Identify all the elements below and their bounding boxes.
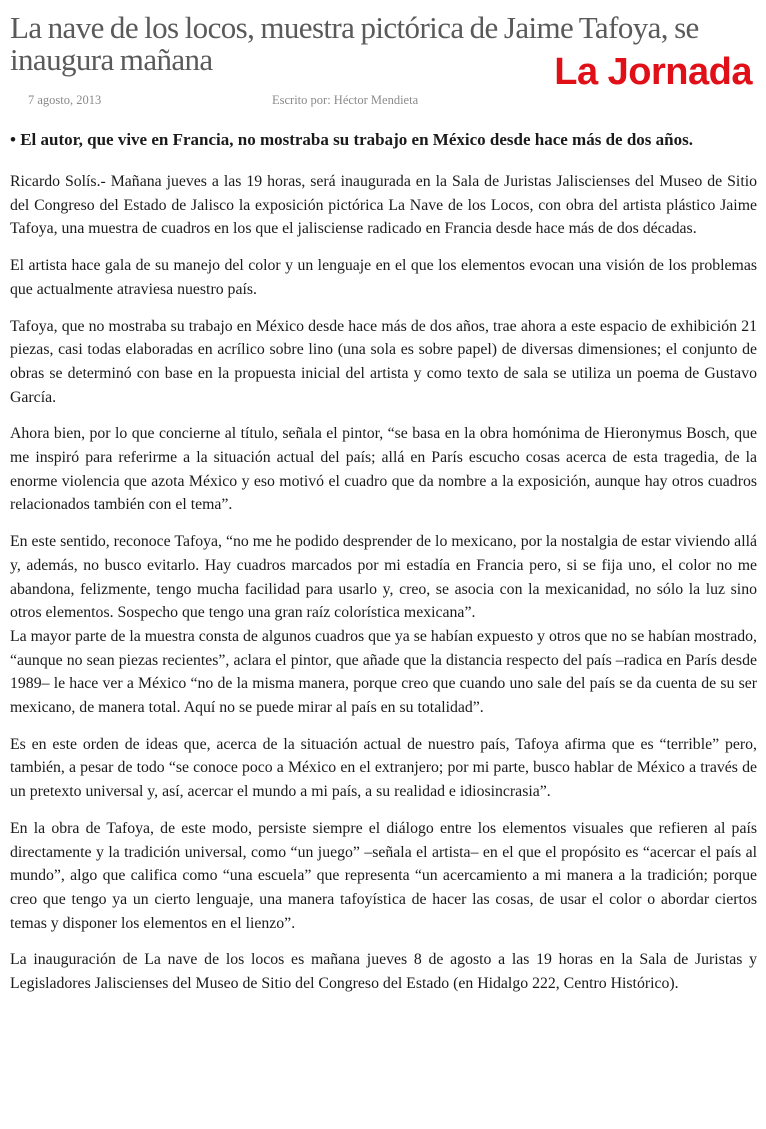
article-paragraph: Ricardo Solís.- Mañana jueves a las 19 horas, será inaugurada en la Sala de Juristas Jaliscienses del Museo de Sitio del Congreso del Estado de Jalisco la exposición pictórica La Nave de los Locos, con obra del artista plástico Jaime Tafoya, una muestra de cuadros en los que el jalisciense radicado en Francia desde hace más de dos décadas. xyxy=(10,173,757,238)
article-body xyxy=(10,128,757,1009)
article-paragraph: Tafoya, que no mostraba su trabajo en México desde hace más de dos años, trae ahora a este espacio de exhibición 21 piezas, casi todas elaboradas en acrílico sobre lino (una sola es sobre papel) de diversas dimensiones; el conjunto de obras se determinó con base en la propuesta inicial del artista y como texto de sala se utiliza un poema de Gustavo García. xyxy=(10,317,757,406)
article-title: La nave de los locos, muestra pictórica de Jaime Tafoya, se inaugura mañana xyxy=(10,10,699,77)
article-paragraph: Ahora bien, por lo que concierne al título, señala el pintor, “se basa en la obra homónima de Hieronymus Bosch, que me inspiró para referirme a la situación actual del país; allá en París escucho cosas acerca de esta tragedia, de la enorme violencia que azota México y eso motivó el cuadro que da nombre a la exposición, aunque hay otros cuadros relacionados también con el tema”. xyxy=(10,425,757,514)
article-summary: • El autor, que vive en Francia, no mostraba su trabajo en México desde hace más de dos años. xyxy=(10,130,693,149)
la-jornada-logo: La Jornada xyxy=(554,51,752,93)
article-paragraph: En este sentido, reconoce Tafoya, “no me he podido desprender de lo mexicano, por la nostalgia de estar viviendo allá y, además, no busco evitarlo. Hay cuadros marcados por mi estadía en Francia pero, si se fija uno, el color no me abandona, felizmente, tengo mucha facilidad para usarlo y, creo, se asocia con la mexicanidad, no sólo la luz sino otros elementos. Sospecho que tengo una gran raíz colorística mexicana”. xyxy=(10,533,757,622)
article-paragraph: Es en este orden de ideas que, acerca de la situación actual de nuestro país, Tafoya afirma que es “terrible” pero, también, a pesar de todo “se conoce poco a México en el extranjero; por mi parte, busco hablar de México a través de un pretexto universal y, así, acercar el mundo a mi país, a su realidad e idiosincrasia”. xyxy=(10,735,757,801)
article-paragraph: En la obra de Tafoya, de este modo, persiste siempre el diálogo entre los elementos visuales que refieren al país directamente y la tradición universal, como “un juego” –señala el artista– en el que el propósito es “acercar el país al mundo”, algo que califica como “una escuela” que representa “un acercamiento a mi manera a la tradición; porque creo que tengo ya un cierto lenguaje, una manera tafoyística de hacer las cosas, de usar el color o abordar ciertos temas y disponer los elementos en el lienzo”. xyxy=(10,819,757,932)
article-paragraph: La mayor parte de la muestra consta de algunos cuadros que ya se habían expuesto y otros que no se habían mostrado, “aunque no sean piezas recientes”, aclara el pintor, que añade que la distancia respecto del país –radica en París desde 1989– le hace ver a México “no de la misma manera, porque creo que cuando uno sale del país se da cuenta de su ser mexicano, de manera total. Aquí no se puede mirar al país en su totalidad”. xyxy=(10,627,757,717)
article-date: 7 agosto, 2013 xyxy=(28,93,102,107)
article-author: Escrito por: Héctor Mendieta xyxy=(272,93,419,107)
article-paragraph: El artista hace gala de su manejo del color y un lenguaje en el que los elementos evocan una visión de los problemas que actualmente atraviesa nuestro país. xyxy=(10,257,757,298)
article-paragraph: La inauguración de La nave de los locos es mañana jueves 8 de agosto a las 19 horas en la Sala de Juristas y Legisladores Jaliscienses del Museo de Sitio del Congreso del Estado (en Hidalgo 222, Centro Histórico). xyxy=(10,951,757,993)
